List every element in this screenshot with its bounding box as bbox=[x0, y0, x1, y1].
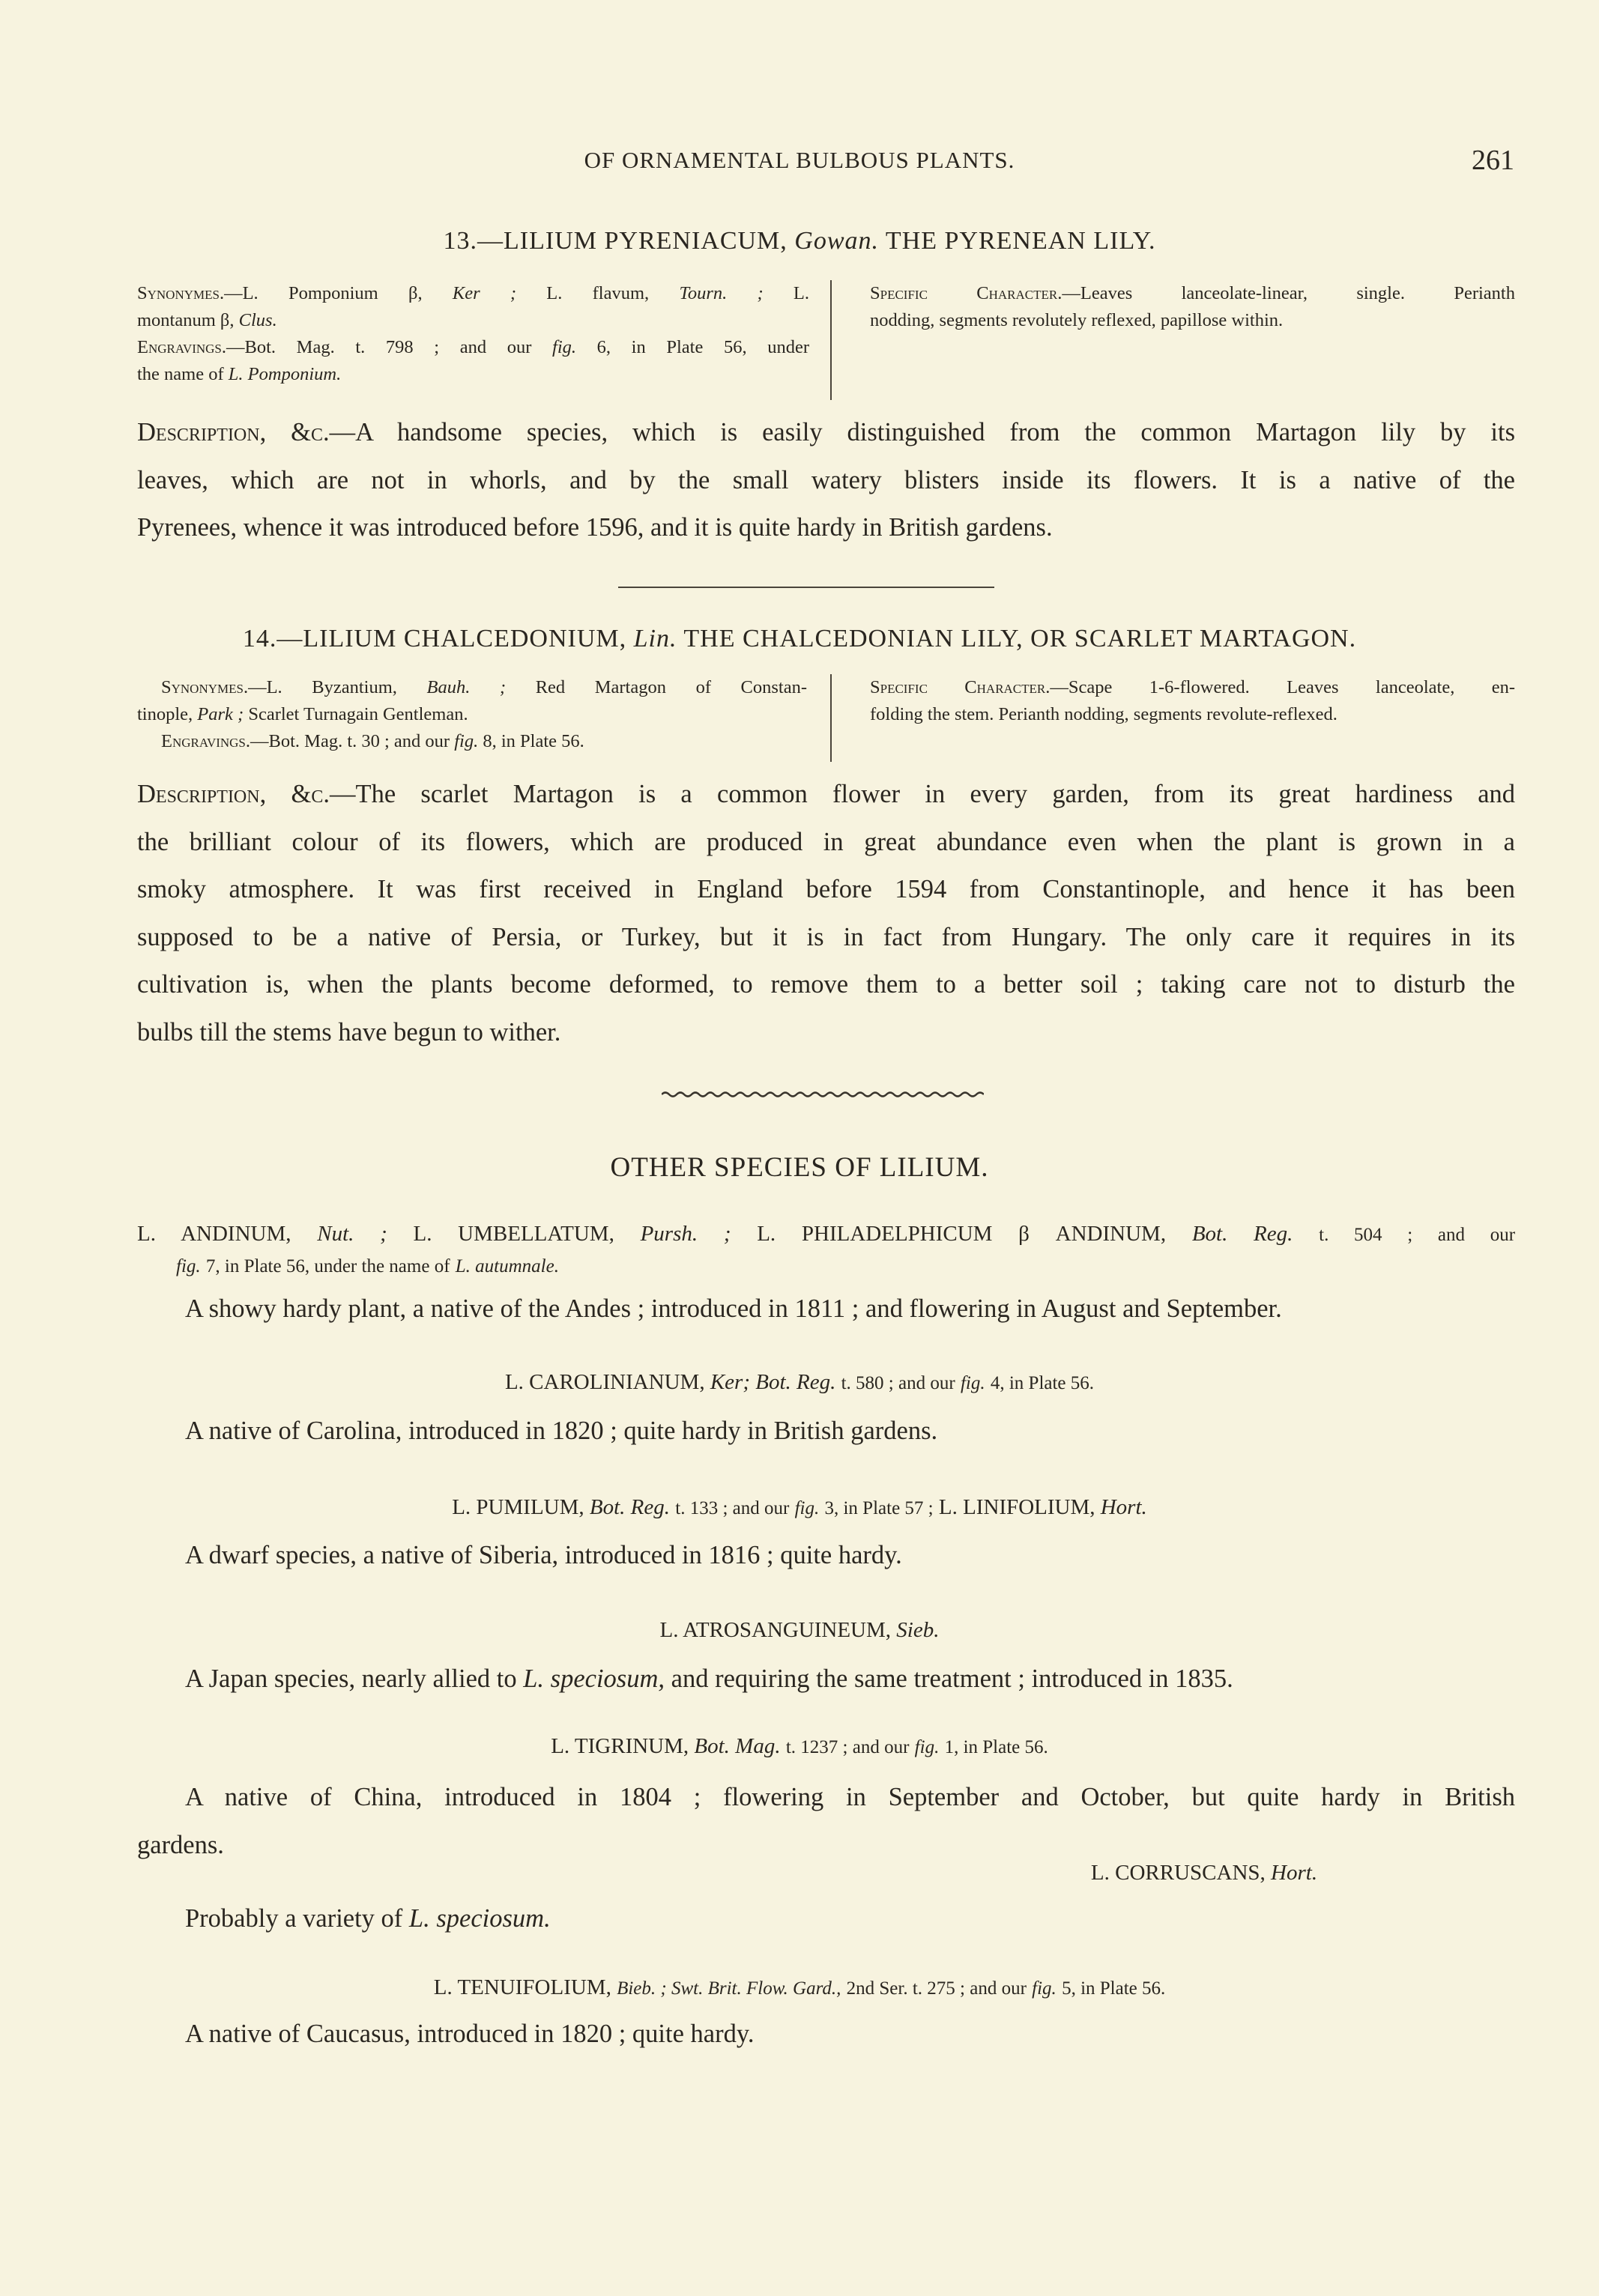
pumilum-entry: L. PUMILUM, Bot. Reg. t. 133 ; and our fig. 3, in Plate 57 ; L. LINIFOLIUM, Hort. bbox=[452, 1495, 1147, 1519]
species-14-common-name: THE CHALCEDONIAN LILY, OR SCARLET MARTAGON. bbox=[683, 625, 1357, 652]
running-head: OF ORNAMENTAL BULBOUS PLANTS. bbox=[584, 147, 1015, 173]
species-13-engravings: Engravings.—Bot. Mag. t. 798 ; and our fig. 6, in Plate 56, under bbox=[137, 337, 810, 357]
andinum-entry: L. ANDINUM, Nut. ; L. UMBELLATUM, Pursh. ; L. PHILADELPHICUM β ANDINUM, Bot. Reg. t. 504 ; and our bbox=[137, 1222, 1516, 1246]
column-divider bbox=[830, 280, 832, 400]
carolinianum-note: A native of Carolina, introduced in 1820 ; quite hardy in British gardens. bbox=[185, 1417, 938, 1445]
species-13-name: 13.—LILIUM PYRENIACUM, bbox=[443, 227, 788, 255]
andinum-entry-cont: fig. 7, in Plate 56, under the name of L. autumnale. bbox=[176, 1256, 559, 1276]
column-divider bbox=[830, 674, 832, 762]
species-14-engravings: Engravings.—Bot. Mag. t. 30 ; and our fig. 8, in Plate 56. bbox=[161, 731, 584, 751]
other-species-heading: OTHER SPECIES OF LILIUM. bbox=[610, 1152, 989, 1183]
species-14-synonyms: Synonymes.—L. Byzantium, Bauh. ; Red Martagon of Constan- tinople, Park ; Scarlet Turnagain Gentleman. Engravings.—Bot. Mag. t. 30 ; and our fig. 8, in Plate 56. bbox=[161, 674, 807, 755]
wavy-divider bbox=[662, 1089, 984, 1100]
corruscans-entry: L. CORRUSCANS, Hort. bbox=[1090, 1861, 1318, 1885]
atrosanguineum-note: A Japan species, nearly allied to L. speciosum, and requiring the same treatment ; introduced in 1835. bbox=[185, 1665, 1233, 1693]
species-13-heading bbox=[0, 227, 1599, 255]
corruscans-note: Probably a variety of L. speciosum. bbox=[185, 1904, 551, 1933]
species-14-description: Description, &c.—The scarlet Martagon is a common flower in every garden, from its great hardiness and the brilliant colour of its flowers, which are produced in great abundance even when the plant is grown in a smoky atmosphere. It was first received in England before 1594 from Constantinople, and hence it has been supposed to be a native of Persia, or Turkey, but it is in fact from Hungary. The only care it requires in its cultivation is, when the plants become deformed, to remove them to a better soil ; taking care not to disturb the bulbs till the stems have begun to wither. bbox=[137, 780, 1516, 1046]
species-13-description: Description, &c.—A handsome species, which is easily distinguished from the common Martagon lily by its leaves, which are not in whorls, and by the small watery blisters inside its flowers. It is a native of the Pyrenees, whence it was introduced before 1596, and it is quite hardy in British gardens. bbox=[137, 418, 1515, 542]
section-divider bbox=[618, 587, 994, 588]
page-number: 261 bbox=[1472, 145, 1514, 176]
andinum-note: A showy hardy plant, a native of the Andes ; introduced in 1811 ; and flowering in August and September. bbox=[185, 1294, 1282, 1323]
species-13-common-name: THE PYRENEAN LILY. bbox=[885, 227, 1156, 255]
species-13-author: Gowan. bbox=[794, 227, 880, 255]
species-14-specific-character: Specific Character.—Scape 1-6-flowered. Leaves lanceolate, en- folding the stem. Perianth nodding, segments revolute-reflexed. bbox=[870, 677, 1515, 724]
tenuifolium-entry: L. TENUIFOLIUM, Bieb. ; Swt. Brit. Flow. Gard., 2nd Ser. t. 275 ; and our fig. 5, in Plate 56. bbox=[433, 1975, 1166, 1999]
species-13-synonyms: Synonymes.—L. Pomponium β, Ker ; L. flavum, Tourn. ; L. montanum β, Clus. Engravings.—Bot. Mag. t. 798 ; and our fig. 6, in Plate 56, under the name of L. Pomponium. bbox=[137, 283, 810, 384]
tigrinum-entry: L. TIGRINUM, Bot. Mag. t. 1237 ; and our fig. 1, in Plate 56. bbox=[551, 1734, 1048, 1758]
species-13-specific-character: Specific Character.—Leaves lanceolate-linear, single. Perianth nodding, segments revolutely reflexed, papillose within. bbox=[870, 283, 1515, 330]
tenuifolium-note: A native of Caucasus, introduced in 1820 ; quite hardy. bbox=[185, 2020, 755, 2048]
carolinianum-entry: L. CAROLINIANUM, Ker; Bot. Reg. t. 580 ; and our fig. 4, in Plate 56. bbox=[504, 1370, 1095, 1394]
atrosanguineum-entry: L. ATROSANGUINEUM, Sieb. bbox=[659, 1618, 940, 1642]
pumilum-note: A dwarf species, a native of Siberia, introduced in 1816 ; quite hardy. bbox=[185, 1541, 902, 1569]
tigrinum-note: A native of China, introduced in 1804 ; flowering in September and October, but quite hardy in British gardens. bbox=[137, 1783, 1515, 1859]
species-14-author: Lin. bbox=[633, 625, 677, 652]
species-14-name: 14.—LILIUM CHALCEDONIUM, bbox=[242, 625, 627, 652]
species-14-heading bbox=[0, 625, 1599, 653]
